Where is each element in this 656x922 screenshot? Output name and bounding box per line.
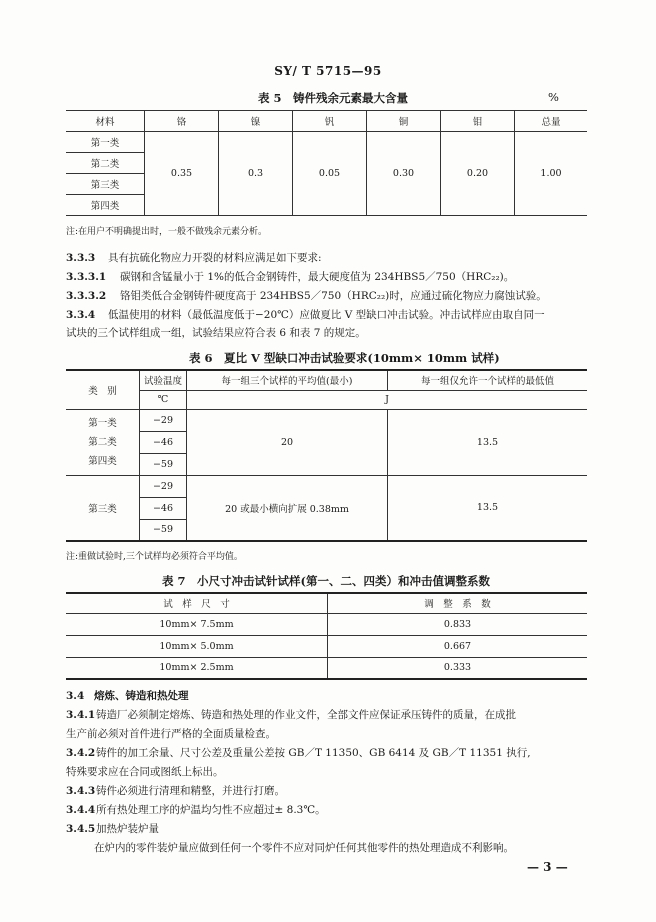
sec344-line [66, 802, 326, 817]
sec341-line2: 生产前必须对首件进行严格的全面质量检查。 [66, 728, 276, 740]
t7-row2-factor: 0.667 [328, 635, 588, 657]
sec334-text1: 低温使用的材料（最低温度低于−20℃）应做夏比 V 型缺口冲击试验。冲击试样应由取自同一 [108, 309, 545, 321]
sec341-text1: 铸造厂必须制定熔炼、铸造和热处理的作业文件，全部文件应保证承压铸件的质量，在成批 [96, 709, 516, 721]
t5-header-cu: 铜 [367, 111, 441, 132]
t7-row3-size: 10mm× 2.5mm [66, 657, 328, 679]
t6-unit-j: J [187, 390, 588, 409]
table5-caption: 表 5 铸件残余元素最大含量 [258, 91, 409, 105]
t5-val-total: 1.00 [515, 132, 588, 216]
t5-row-class4: 第四类 [66, 195, 145, 216]
sec341-line1 [66, 707, 516, 722]
t5-header-v: 钒 [293, 111, 367, 132]
t6-g2-avg: 20 或最小横向扩展 0.38mm [187, 475, 388, 541]
t6-header-min: 每一组仅允许一个试样的最低值 [388, 370, 588, 390]
t5-header-material: 材料 [66, 111, 145, 132]
table5 [66, 110, 587, 216]
t6-class-1: 第一类 [88, 417, 117, 429]
page-header: SY/ T 5715—95 [274, 64, 382, 78]
sec3332-line [66, 288, 547, 303]
t5-row-class1: 第一类 [66, 132, 145, 153]
t6-g1-temp2: −46 [140, 431, 187, 453]
sec333-line [66, 250, 322, 265]
sec345-line [66, 821, 159, 836]
sec333-num: 3.3.3 [66, 252, 96, 264]
t6-group1-classes [66, 409, 140, 475]
t6-header-avg: 每一组三个试样的平均值(最小) [187, 370, 388, 390]
t5-row-class2: 第二类 [66, 153, 145, 174]
table6-note: 注:重做试验时,三个试样均必须符合平均值。 [66, 552, 243, 562]
t7-row1-size: 10mm× 7.5mm [66, 613, 328, 635]
t5-header-cr: 铬 [145, 111, 219, 132]
sec34-title: 熔炼、铸造和热处理 [94, 690, 189, 702]
sec343-line [66, 783, 285, 798]
t6-g1-temp3: −59 [140, 453, 187, 475]
t5-row-class3: 第三类 [66, 174, 145, 195]
table6 [66, 369, 587, 542]
t5-val-mo: 0.20 [441, 132, 515, 216]
sec3331-line [66, 269, 514, 284]
t6-g2-min: 13.5 [388, 475, 588, 541]
t6-class-2: 第二类 [88, 436, 117, 448]
sec342-text1: 铸件的加工余量、尺寸公差及重量公差按 GB／T 11350、GB 6414 及 GB／T 11351 执行, [96, 747, 531, 759]
t5-val-cr: 0.35 [145, 132, 219, 216]
sec334-num: 3.3.4 [66, 309, 96, 321]
sec3332-num: 3.3.3.2 [66, 290, 107, 302]
sec345-num: 3.4.5 [66, 823, 96, 835]
table7-caption: 表 7 小尺寸冲击试针试样(第一、二、四类）和冲击值调整系数 [162, 574, 490, 588]
t6-header-temp: 试验温度 [140, 370, 187, 390]
t6-g1-avg: 20 [187, 409, 388, 475]
sec342-line1 [66, 745, 531, 760]
t6-header-class: 类 别 [66, 370, 140, 409]
t6-g2-temp3: −59 [140, 519, 187, 541]
t5-header-mo: 钼 [441, 111, 515, 132]
t6-g1-temp1: −29 [140, 409, 187, 431]
t6-g2-class: 第三类 [66, 475, 140, 541]
sec344-text: 所有热处理工序的炉温均匀性不应超过± 8.3℃。 [96, 804, 326, 816]
sec334-line2: 试块的三个试样组成一组，试验结果应符合表 6 和表 7 的规定。 [66, 327, 366, 339]
sec341-num: 3.4.1 [66, 709, 96, 721]
sec34-num: 3.4 [66, 690, 85, 702]
t7-header-factor: 调 整 系 数 [328, 593, 588, 613]
t7-row2-size: 10mm× 5.0mm [66, 635, 328, 657]
t6-g2-temp2: −46 [140, 497, 187, 519]
t6-g1-min: 13.5 [388, 409, 588, 475]
sec334-line1 [66, 307, 545, 322]
sec342-num: 3.4.2 [66, 747, 96, 759]
t5-header-ni: 镍 [219, 111, 293, 132]
t7-row1-factor: 0.833 [328, 613, 588, 635]
t5-val-v: 0.05 [293, 132, 367, 216]
sec345-body: 在炉内的零件装炉量应做到任何一个零件不应对同炉任何其他零件的热处理造成不利影响。 [94, 842, 514, 854]
sec343-num: 3.4.3 [66, 785, 96, 797]
t6-header-temp-unit: ℃ [140, 390, 187, 409]
table7 [66, 592, 587, 680]
sec333-text: 具有抗硫化物应力开裂的材料应满足如下要求: [108, 252, 322, 264]
table5-unit: % [548, 90, 559, 104]
page-number: — 3 — [527, 860, 568, 874]
t7-row3-factor: 0.333 [328, 657, 588, 679]
table5-note: 注:在用户不明确提出时，一般不做残余元素分析。 [66, 227, 268, 237]
t5-val-cu: 0.30 [367, 132, 441, 216]
t5-val-ni: 0.3 [219, 132, 293, 216]
sec34-heading [66, 688, 189, 703]
sec345-text: 加热炉装炉量 [96, 823, 159, 835]
sec342-line2: 特殊要求应在合同或图纸上标出。 [66, 766, 224, 778]
sec3332-text: 铬钼类低合金钢铸件硬度高于 234HBS5／750（HRC₂₂)时，应通过硫化物应力腐蚀试验。 [120, 290, 547, 302]
t6-class-4: 第四类 [88, 455, 117, 467]
table6-caption: 表 6 夏比 V 型缺口冲击试验要求(10mm× 10mm 试样) [189, 351, 500, 365]
sec343-text: 铸件必须进行清理和精整，并进行打磨。 [96, 785, 285, 797]
t5-header-total: 总量 [515, 111, 588, 132]
t6-g2-temp1: −29 [140, 475, 187, 497]
t7-header-size: 试 样 尺 寸 [66, 593, 328, 613]
sec344-num: 3.4.4 [66, 804, 96, 816]
sec3331-text: 碳钢和含锰量小于 1%的低合金钢铸件，最大硬度值为 234HBS5／750（HRC₂₂)。 [120, 271, 515, 283]
sec3331-num: 3.3.3.1 [66, 271, 107, 283]
